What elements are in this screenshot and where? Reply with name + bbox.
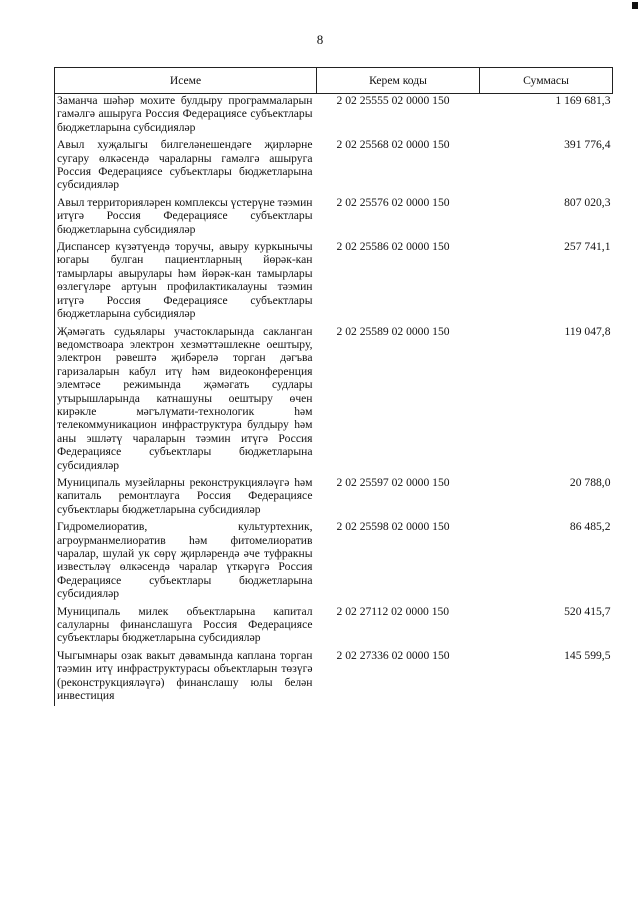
header-name: Исеме [55, 68, 317, 94]
table-row [55, 649, 613, 707]
row-code: 2 02 25589 02 0000 150 [336, 324, 450, 338]
row-sum: 145 599,5 [564, 648, 611, 662]
table-row [55, 196, 613, 240]
row-name: Муниципаль милек объектларына капитал салуларны финанслашуга Россия Федерациясе субъектлары бюджетларына субсидияләр [55, 605, 317, 649]
row-code: 2 02 25597 02 0000 150 [336, 475, 450, 489]
row-code: 2 02 25576 02 0000 150 [336, 195, 450, 209]
table-row [55, 240, 613, 324]
row-code: 2 02 27112 02 0000 150 [336, 604, 450, 618]
table-row [55, 325, 613, 476]
row-sum: 86 485,2 [569, 520, 611, 534]
row-code: 2 02 27336 02 0000 150 [336, 648, 450, 662]
row-name: Авыл хуҗалыгы билгеләнешендәге җирләрне сугару өлкәсендә чараларны гамәлгә ашыруга Россия Федерациясе субъектлары бюджетларына субсидияләр [55, 138, 317, 196]
row-sum: 119 047,8 [564, 324, 611, 338]
row-name: Чыгымнары озак вакыт дәвамында каплана торган тәэмин итү инфраструктурасы объектларын төзүгә (реконструкцияләүгә) финанслашу юлы белән инвестиция [55, 649, 317, 707]
row-code: 2 02 25598 02 0000 150 [336, 520, 450, 534]
row-name: Җәмәгать судьялары участокларында сакланган ведомствоара электрон хезмәттәшлекне оештыру, электрон рәвештә җибәрелә торган дәгъва гаризаларын кабул итү һәм видеоконференция элемтәсе режимында җәмәгать судлары утырышларында катнашуны оештыру өчен кирәкле мәгълүмати-технологик һәм телекоммуникацион инфраструктура булдыру һәм аны эшләтү чараларын тәэмин итүгә Россия Федерациясе субъектлары бюджетларына субсидияләр [55, 325, 317, 476]
row-sum: 520 415,7 [564, 604, 611, 618]
table-row [55, 520, 613, 604]
row-code: 2 02 25555 02 0000 150 [336, 94, 450, 107]
table-row [55, 476, 613, 520]
row-name: Гидромелиоратив, культуртехник, агроурманмелиоратив һәм фитомелиоратив чаралар, шулай ук сөрү җирләрендә әче туфракны известьләү өлкәсендә чаралар үткәрүгә Россия Федерациясе субъектлары бюджетларына субсидияләр [55, 520, 317, 604]
table-row [55, 605, 613, 649]
table-row [55, 138, 613, 196]
row-code: 2 02 25586 02 0000 150 [336, 240, 450, 254]
page-number: 8 [316, 32, 324, 47]
row-sum: 391 776,4 [564, 138, 611, 152]
row-sum: 807 020,3 [564, 195, 611, 209]
row-name: Диспансер күзәтүендә торучы, авыру куркынычы югары булган пациентларның йөрәк-кан тамырлары авырулары һәм йөрәк-кан тамырлары өзлегүләре артуын профилактикалауны тәэмин итүгә Россия Федерациясе субъектлары бюджетларына субсидияләр [55, 240, 317, 324]
row-sum: 257 741,1 [564, 240, 611, 254]
row-name: Заманча шәһәр мохите булдыру программаларын гамәлгә ашыруга Россия Федерациясе субъектлары бюджетларына субсидияләр [55, 94, 317, 139]
row-name: Муниципаль музейларны реконструкцияләүгә һәм капиталь ремонтлауга Россия Федерациясе субъектлары бюджетларына субсидияләр [55, 476, 317, 520]
row-name: Авыл территорияләрен комплексы үстерүне тәэмин итүгә Россия Федерациясе субъектлары бюджетларына субсидияләр [55, 196, 317, 240]
row-sum: 20 788,0 [569, 475, 611, 489]
header-code: Керем коды [317, 68, 480, 94]
corner-mark [632, 2, 638, 9]
row-code: 2 02 25568 02 0000 150 [336, 138, 450, 152]
row-sum: 1 169 681,3 [555, 94, 611, 107]
table-header-row [55, 68, 613, 94]
table-row [55, 94, 613, 139]
budget-table [54, 67, 613, 706]
header-sum: Суммасы [480, 68, 613, 94]
